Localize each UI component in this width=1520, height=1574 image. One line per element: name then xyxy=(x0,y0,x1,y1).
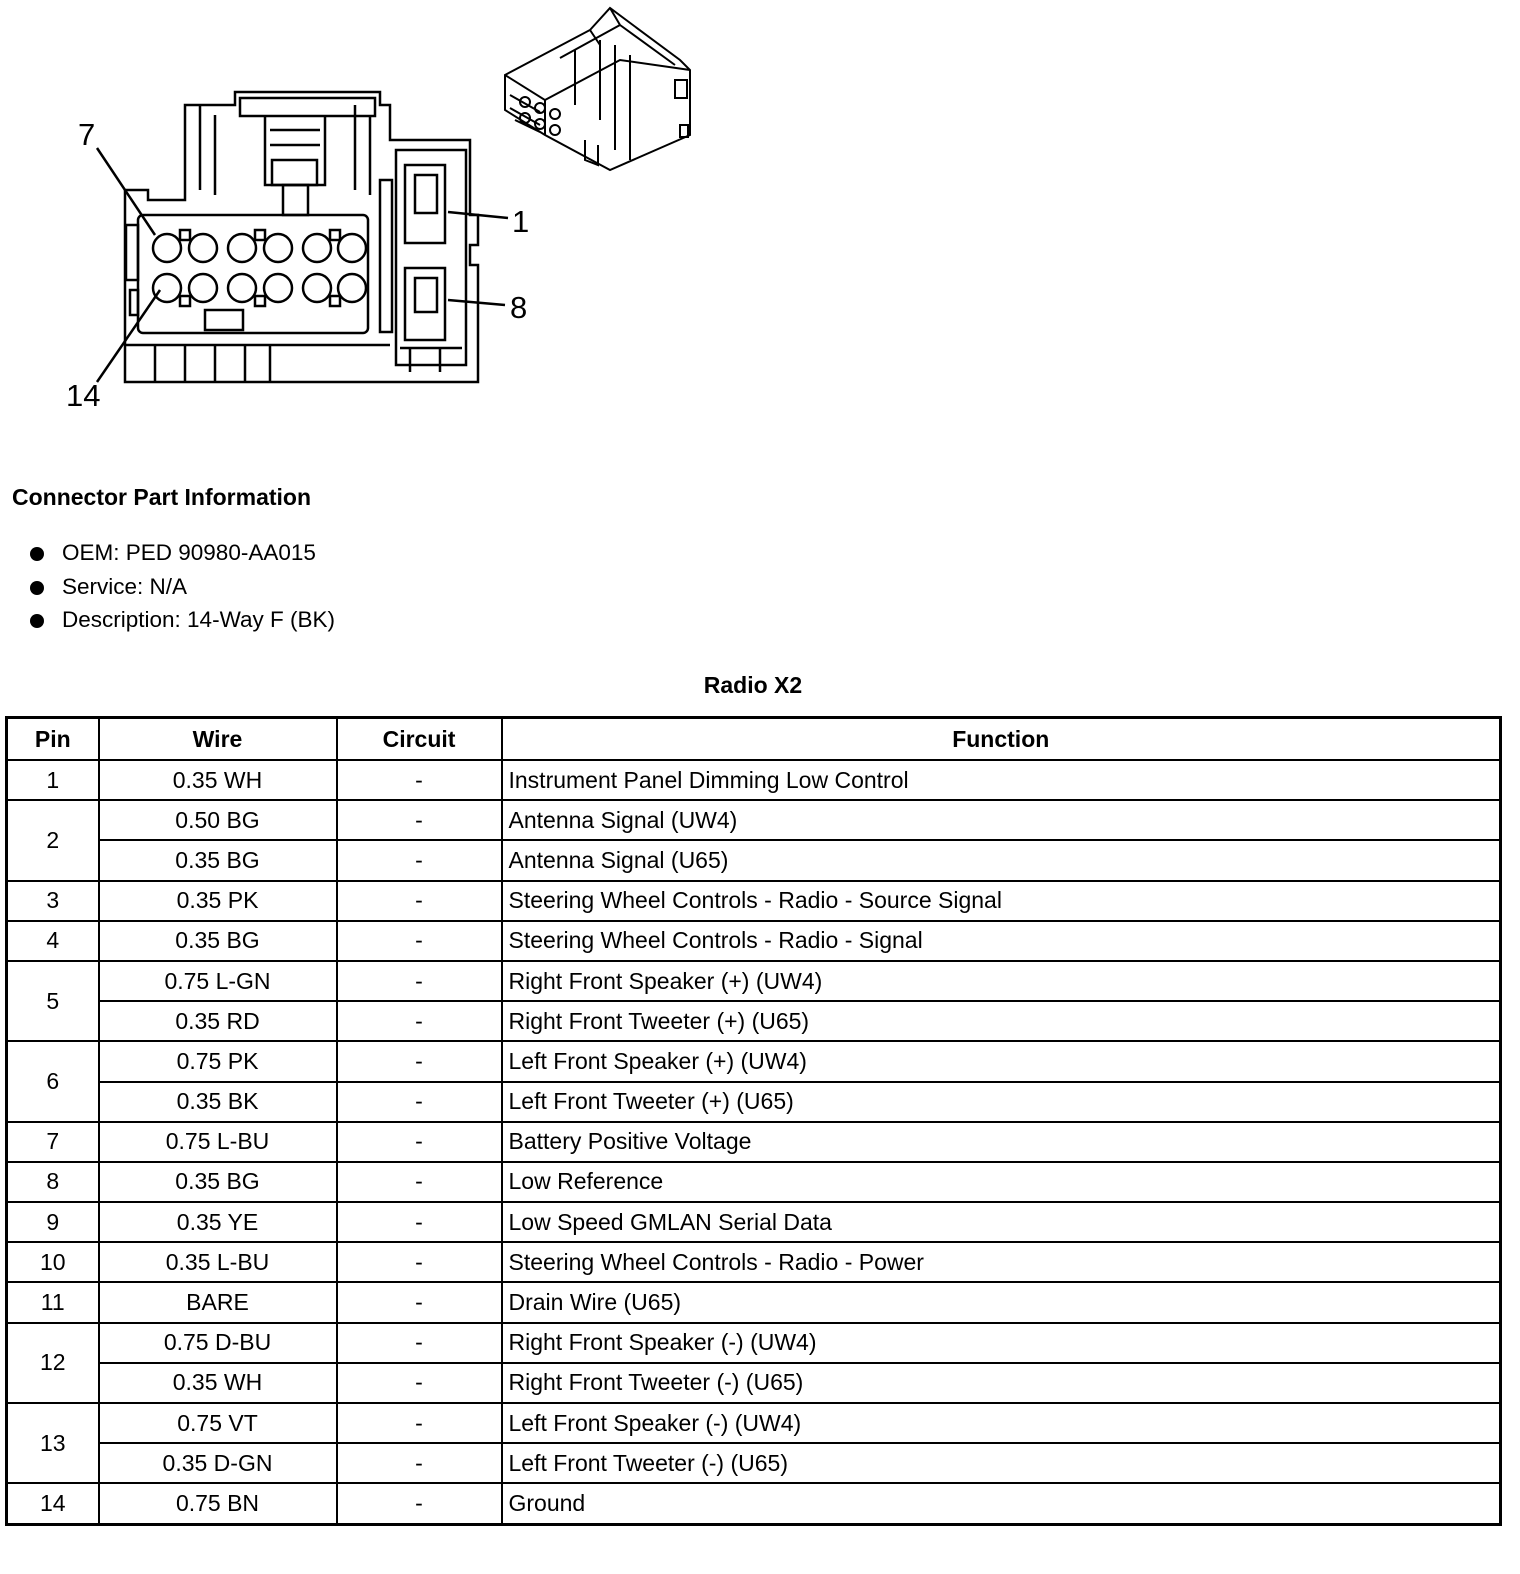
wire-cell: BARE xyxy=(99,1282,337,1322)
circuit-cell: - xyxy=(337,1403,502,1443)
table-row xyxy=(7,1082,1501,1122)
circuit-cell: - xyxy=(337,961,502,1001)
column-header-wire: Wire xyxy=(99,718,337,761)
function-cell: Antenna Signal (UW4) xyxy=(502,800,1501,840)
function-cell: Right Front Tweeter (-) (U65) xyxy=(502,1363,1501,1403)
pin-cell: 6 xyxy=(7,1041,99,1121)
circuit-cell: - xyxy=(337,1282,502,1322)
wire-cell: 0.35 RD xyxy=(99,1001,337,1041)
pin-cell: 13 xyxy=(7,1403,99,1483)
table-header-row xyxy=(7,718,1501,761)
function-cell: Drain Wire (U65) xyxy=(502,1282,1501,1322)
info-item-text: Service: N/A xyxy=(62,573,188,599)
wire-cell: 0.75 L-BU xyxy=(99,1122,337,1162)
function-cell: Low Reference xyxy=(502,1162,1501,1202)
function-cell: Instrument Panel Dimming Low Control xyxy=(502,760,1501,800)
wire-cell: 0.75 PK xyxy=(99,1041,337,1081)
wire-cell: 0.35 PK xyxy=(99,881,337,921)
connector-info-list xyxy=(28,536,335,637)
table-row xyxy=(7,1443,1501,1483)
table-title: Radio X2 xyxy=(703,672,803,698)
wire-cell: 0.75 D-BU xyxy=(99,1323,337,1363)
pin-cell: 5 xyxy=(7,961,99,1041)
circuit-cell: - xyxy=(337,1122,502,1162)
pin-cell: 11 xyxy=(7,1282,99,1322)
pin-cell: 2 xyxy=(7,800,99,880)
circuit-cell: - xyxy=(337,1162,502,1202)
wire-cell: 0.75 L-GN xyxy=(99,961,337,1001)
function-cell: Right Front Speaker (-) (UW4) xyxy=(502,1323,1501,1363)
info-item-oem xyxy=(28,536,335,570)
function-cell: Left Front Speaker (-) (UW4) xyxy=(502,1403,1501,1443)
circuit-cell: - xyxy=(337,800,502,840)
wire-cell: 0.35 BK xyxy=(99,1082,337,1122)
wire-cell: 0.50 BG xyxy=(99,800,337,840)
circuit-cell: - xyxy=(337,1082,502,1122)
connector-info-heading: Connector Part Information xyxy=(12,484,312,510)
wire-cell: 0.35 D-GN xyxy=(99,1443,337,1483)
circuit-cell: - xyxy=(337,1242,502,1282)
info-item-text: Description: 14-Way F (BK) xyxy=(62,607,335,632)
column-header-function: Function xyxy=(502,718,1501,761)
table-row xyxy=(7,840,1501,880)
function-cell: Low Speed GMLAN Serial Data xyxy=(502,1202,1501,1242)
pin-cell: 7 xyxy=(7,1122,99,1162)
bullet-icon xyxy=(30,581,44,595)
circuit-cell: - xyxy=(337,1483,502,1524)
table-row xyxy=(7,881,1501,921)
pin-cell: 4 xyxy=(7,921,99,961)
function-cell: Steering Wheel Controls - Radio - Source Signal xyxy=(502,881,1501,921)
function-cell: Left Front Tweeter (-) (U65) xyxy=(502,1443,1501,1483)
circuit-cell: - xyxy=(337,1323,502,1363)
pinout-table xyxy=(5,716,1502,1526)
table-row xyxy=(7,1282,1501,1322)
pin-1-label: 1 xyxy=(512,204,530,239)
pin-cell: 9 xyxy=(7,1202,99,1242)
column-header-circuit: Circuit xyxy=(337,718,502,761)
pin-cell: 1 xyxy=(7,760,99,800)
table-row xyxy=(7,1363,1501,1403)
circuit-cell: - xyxy=(337,881,502,921)
wire-cell: 0.35 BG xyxy=(99,921,337,961)
table-row xyxy=(7,1483,1501,1524)
info-item-text: OEM: PED 90980-AA015 xyxy=(62,540,316,565)
wire-cell: 0.75 BN xyxy=(99,1483,337,1524)
table-row xyxy=(7,1403,1501,1443)
table-row xyxy=(7,800,1501,840)
function-cell: Right Front Tweeter (+) (U65) xyxy=(502,1001,1501,1041)
function-cell: Steering Wheel Controls - Radio - Signal xyxy=(502,921,1501,961)
function-cell: Ground xyxy=(502,1483,1501,1524)
wire-cell: 0.35 WH xyxy=(99,1363,337,1403)
table-row xyxy=(7,1001,1501,1041)
table-row xyxy=(7,1323,1501,1363)
pin-7-label: 7 xyxy=(78,117,96,152)
pin-cell: 8 xyxy=(7,1162,99,1202)
function-cell: Battery Positive Voltage xyxy=(502,1122,1501,1162)
circuit-cell: - xyxy=(337,1202,502,1242)
pin-14-label: 14 xyxy=(66,378,101,413)
circuit-cell: - xyxy=(337,921,502,961)
function-cell: Right Front Speaker (+) (UW4) xyxy=(502,961,1501,1001)
table-body xyxy=(7,760,1501,1524)
table-row xyxy=(7,961,1501,1001)
pin-cell: 12 xyxy=(7,1323,99,1403)
wire-cell: 0.35 L-BU xyxy=(99,1242,337,1282)
bullet-icon xyxy=(30,614,44,628)
circuit-cell: - xyxy=(337,760,502,800)
table-row xyxy=(7,1202,1501,1242)
pin-cell: 3 xyxy=(7,881,99,921)
function-cell: Left Front Tweeter (+) (U65) xyxy=(502,1082,1501,1122)
table-row xyxy=(7,1122,1501,1162)
function-cell: Left Front Speaker (+) (UW4) xyxy=(502,1041,1501,1081)
column-header-pin: Pin xyxy=(7,718,99,761)
wire-cell: 0.35 BG xyxy=(99,1162,337,1202)
circuit-cell: - xyxy=(337,840,502,880)
pin-cell: 10 xyxy=(7,1242,99,1282)
function-cell: Antenna Signal (U65) xyxy=(502,840,1501,880)
table-row xyxy=(7,760,1501,800)
bullet-icon xyxy=(30,547,44,561)
table-row xyxy=(7,921,1501,961)
circuit-cell: - xyxy=(337,1443,502,1483)
circuit-cell: - xyxy=(337,1363,502,1403)
pin-8-label: 8 xyxy=(510,290,528,325)
table-row xyxy=(7,1041,1501,1081)
wire-cell: 0.35 YE xyxy=(99,1202,337,1242)
table-row xyxy=(7,1162,1501,1202)
info-item-service xyxy=(28,570,335,604)
info-item-description xyxy=(28,603,335,637)
function-cell: Steering Wheel Controls - Radio - Power xyxy=(502,1242,1501,1282)
wire-cell: 0.35 BG xyxy=(99,840,337,880)
circuit-cell: - xyxy=(337,1001,502,1041)
table-row xyxy=(7,1242,1501,1282)
pin-cell: 14 xyxy=(7,1483,99,1524)
circuit-cell: - xyxy=(337,1041,502,1081)
connector-diagram xyxy=(0,0,760,440)
wire-cell: 0.75 VT xyxy=(99,1403,337,1443)
wire-cell: 0.35 WH xyxy=(99,760,337,800)
